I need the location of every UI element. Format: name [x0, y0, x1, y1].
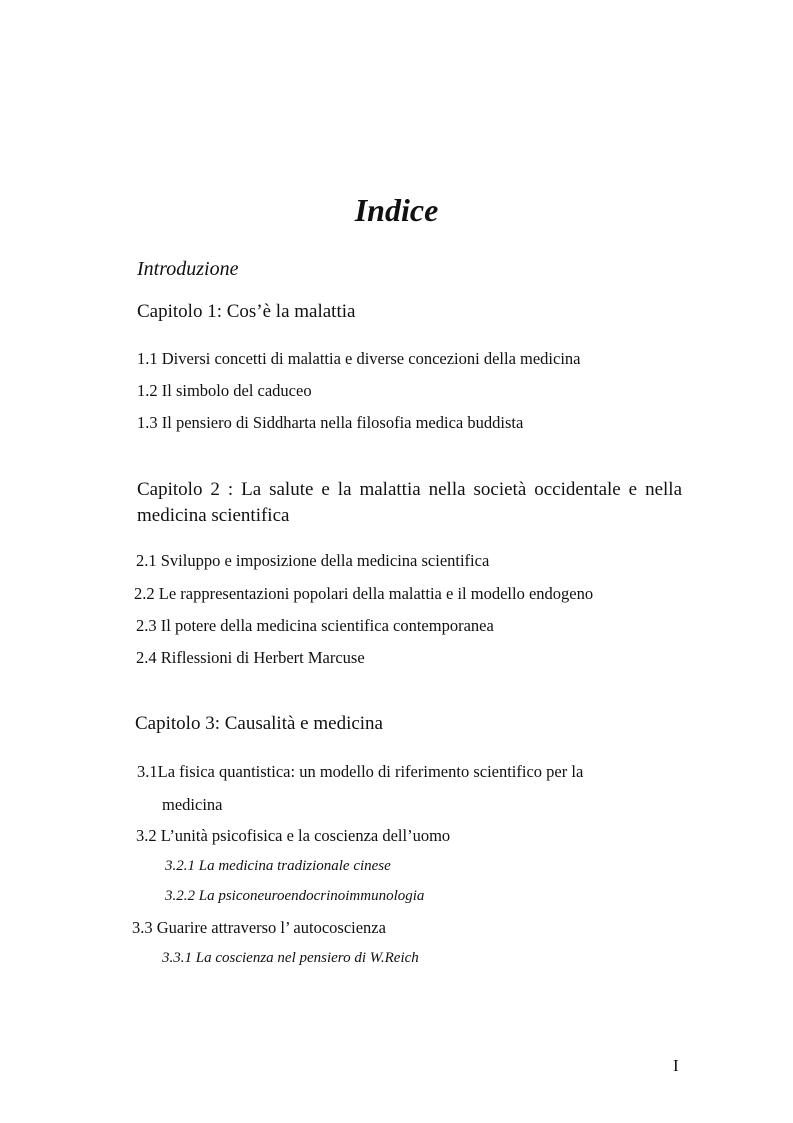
toc-subsection-3-2-1: 3.2.1 La medicina tradizionale cinese — [165, 858, 391, 874]
toc-section-1-3: 1.3 Il pensiero di Siddharta nella filosofia medica buddista — [137, 413, 524, 432]
toc-section-3-3: 3.3 Guarire attraverso l’ autocoscienza — [132, 918, 386, 937]
toc-section-2-3: 2.3 Il potere della medicina scientifica contemporanea — [136, 616, 494, 635]
toc-section-3-2: 3.2 L’unità psicofisica e la coscienza dell’uomo — [136, 826, 451, 845]
toc-section-3-1-line1: 3.1La fisica quantistica: un modello di riferimento scientifico per la — [137, 762, 584, 781]
toc-section-2-2: 2.2 Le rappresentazioni popolari della malattia e il modello endogeno — [134, 584, 594, 603]
toc-chapter-2-heading: Capitolo 2 : La salute e la malattia nella società occidentale e nella medicina scientifica — [137, 479, 682, 526]
toc-subsection-3-3-1: 3.3.1 La coscienza nel pensiero di W.Reich — [162, 950, 419, 966]
toc-chapter-1-heading: Capitolo 1: Cos’è la malattia — [137, 301, 356, 322]
toc-section-3-1-line2: medicina — [162, 795, 223, 814]
toc-section-2-4: 2.4 Riflessioni di Herbert Marcuse — [136, 648, 365, 667]
toc-subsection-3-2-2: 3.2.2 La psiconeuroendocrinoimmunologia — [165, 888, 425, 904]
toc-section-1-1: 1.1 Diversi concetti di malattia e diverse concezioni della medicina — [137, 349, 581, 368]
toc-chapter-3-heading: Capitolo 3: Causalità e medicina — [135, 713, 383, 734]
page-title: Indice — [354, 192, 439, 228]
toc-introduction: Introduzione — [137, 258, 239, 280]
page-number: I — [673, 1056, 679, 1075]
toc-section-2-1: 2.1 Sviluppo e imposizione della medicina scientifica — [136, 551, 490, 570]
toc-section-3-1 — [137, 755, 682, 821]
toc-section-1-2: 1.2 Il simbolo del caduceo — [137, 381, 312, 400]
